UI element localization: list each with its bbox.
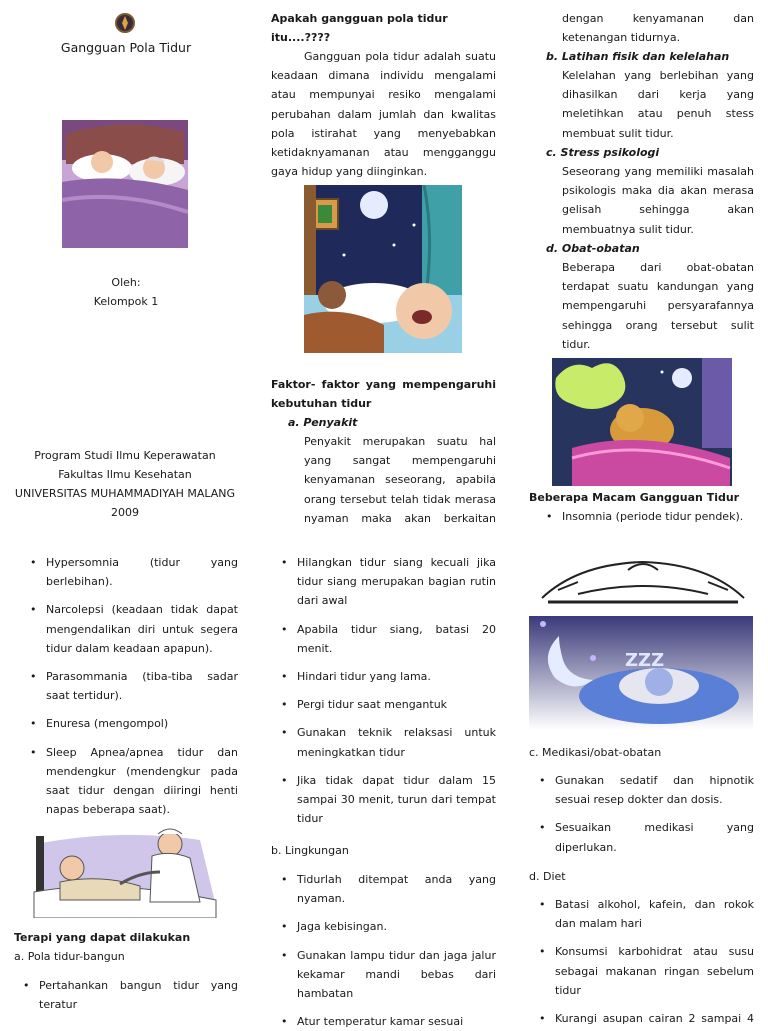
- list-item: • Pertahankan bangun tidur yang teratur: [39, 976, 238, 1014]
- environment-label: b. Lingkungan: [271, 844, 349, 857]
- list-item: • Batasi alkohol, kafein, dan rokok dan malam hari: [555, 895, 754, 933]
- pattern-list: [39, 976, 238, 1014]
- factors-heading: Faktor- faktor yang mempengaruhi kebutuhan tidur: [271, 378, 496, 411]
- list-item: • Jaga kebisingan.: [297, 917, 496, 936]
- university-logo-icon: [115, 12, 135, 34]
- list-item: • Hypersomnia (tidur yang berlebihan).: [46, 553, 238, 591]
- medication-paragraph: Beberapa dari obat-obatan terdapat suatu kandungan yang mempengaruhi persyarafannya sehingga orang tersebut sulit tidur.: [562, 261, 754, 351]
- sleeping-face-illustration: [538, 554, 748, 608]
- list-item: • Kurangi asupan cairan 2 sampai 4: [555, 1009, 754, 1028]
- list-item: • Gunakan sedatif dan hipnotik sesuai resep dokter dan dosis.: [555, 771, 754, 809]
- disorder-list: [46, 553, 238, 819]
- nurse-patient-illustration: [30, 822, 222, 918]
- tips-list: [297, 553, 496, 828]
- environment-list: [297, 870, 496, 1031]
- list-item: • Enuresa (mengompol): [46, 714, 238, 733]
- list-item: • Insomnia (periode tidur pendek).: [562, 507, 754, 526]
- group-label: Kelompok 1: [93, 295, 159, 308]
- exercise-heading: b. Latihan fisik dan kelelahan: [546, 50, 730, 63]
- list-item: • Tidurlah ditempat anda yang nyaman.: [297, 870, 496, 908]
- dreaming-cat-illustration: [552, 358, 732, 486]
- list-item: • Hindari tidur yang lama.: [297, 667, 496, 686]
- list-item: • Jika tidak dapat tidur dalam 15 sampai 30 menit, turun dari tempat tidur: [297, 771, 496, 829]
- faculty: Fakultas Ilmu Kesehatan: [58, 468, 192, 481]
- list-item: • Pergi tidur saat mengantuk: [297, 695, 496, 714]
- list-item: • Gunakan teknik relaksasi untuk meningkatkan tidur: [297, 723, 496, 761]
- disorders-heading: Beberapa Macam Gangguan Tidur: [529, 491, 740, 504]
- list-item: • Sleep Apnea/apnea tidur dan mendengkur (mendengkur pada saat tidur dengan diiringi henti napas beberapa saat).: [46, 743, 238, 820]
- year: 2009: [111, 506, 139, 519]
- list-item: • Parasommania (tiba-tiba sadar saat tertidur).: [46, 667, 238, 705]
- page-title: Gangguan Pola Tidur: [60, 40, 192, 55]
- crying-baby-night-illustration: [304, 185, 462, 353]
- insomnia-list: [562, 507, 754, 526]
- disease-paragraph: Penyakit merupakan suatu hal yang sangat mempengaruhi kenyamanan seseorang, apabila orang tersebut telah tidak merasa nyaman maka akan berkaitan: [304, 435, 496, 525]
- list-item: • Sesuaikan medikasi yang diperlukan.: [555, 818, 754, 856]
- medication-list: [555, 771, 754, 857]
- study-program: Program Studi Ilmu Keperawatan: [34, 449, 216, 462]
- list-item: • Hilangkan tidur siang kecuali jika tidur siang merupakan bagian rutin dari awal: [297, 553, 496, 611]
- disease-heading: a. Penyakit: [288, 416, 358, 429]
- diet-list: [555, 895, 754, 1028]
- moon-zzz-illustration: [529, 616, 753, 730]
- continuation-paragraph: dengan kenyamanan dan ketenangan tidurnya.: [562, 12, 754, 45]
- list-item: • Apabila tidur siang, batasi 20 menit.: [297, 620, 496, 658]
- sleep-pattern-label: a. Pola tidur-bangun: [14, 950, 125, 963]
- list-item: • Gunakan lampu tidur dan jaga jalur kekamar mandi bebas dari hambatan: [297, 946, 496, 1004]
- stress-paragraph: Seseorang yang memiliki masalah psikologis maka dia akan merasa gelisah sehingga akan membuatnya sulit tidur.: [562, 165, 754, 236]
- list-item: • Konsumsi karbohidrat atau susu sebagai makanan ringan sebelum tidur: [555, 942, 754, 1000]
- oleh-label: Oleh:: [111, 276, 141, 289]
- diet-label: d. Diet: [529, 870, 566, 883]
- stress-heading: c. Stress psikologi: [546, 146, 660, 159]
- sleeping-couple-illustration: [62, 120, 188, 248]
- list-item: • Atur temperatur kamar sesuai: [297, 1012, 496, 1031]
- definition-paragraph: Gangguan pola tidur adalah suatu keadaan dimana individu mengalami atau mempunyai resiko mengalami perubahan dalam jumlah dan kwalitas pola istirahat yang menyebabkan ketidaknyamanan atau mengganggu gaya hidup yang diinginkan.: [271, 50, 496, 179]
- medication-label: c. Medikasi/obat-obatan: [529, 746, 662, 759]
- medication-heading: d. Obat-obatan: [546, 242, 640, 255]
- university-name: UNIVERSITAS MUHAMMADIYAH MALANG: [14, 487, 236, 500]
- svg-text:ZZZ: ZZZ: [625, 650, 665, 671]
- list-item: • Narcolepsi (keadaan tidak dapat mengendalikan diri untuk segera tidur dalam keadaan apapun).: [46, 600, 238, 658]
- question-heading: Apakah gangguan pola tidur itu....????: [271, 12, 448, 45]
- exercise-paragraph: Kelelahan yang berlebihan yang dihasilkan dari kerja yang meletihkan atau penuh stess membuat sulit tidur.: [562, 69, 754, 140]
- therapy-heading: Terapi yang dapat dilakukan: [14, 931, 191, 944]
